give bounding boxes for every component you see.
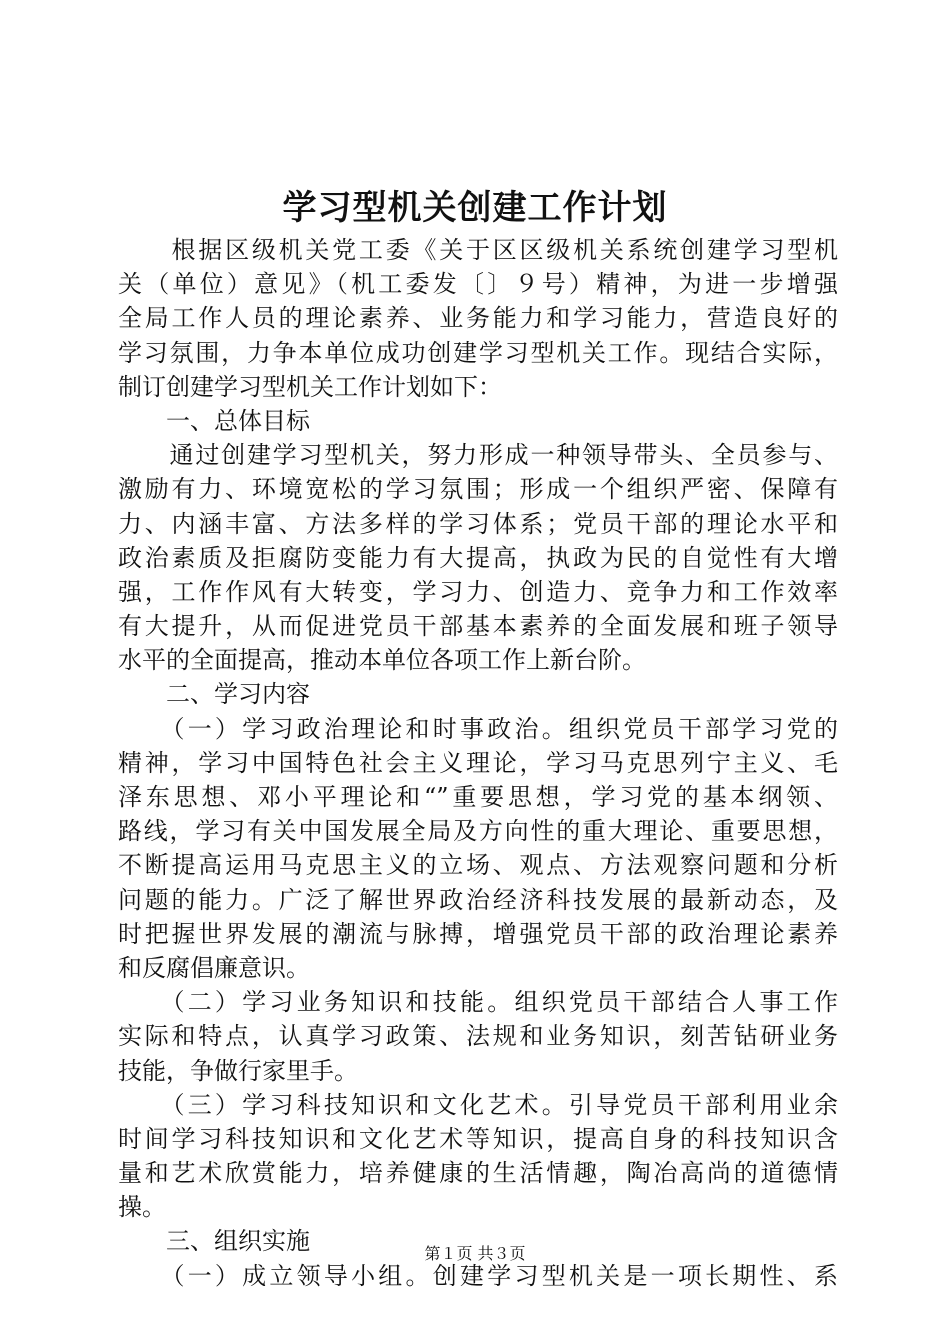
text-line: （三）学习科技知识和文化艺术。引导党员干部利用业余	[118, 1090, 838, 1119]
text-line: 技能，争做行家里手。	[118, 1056, 358, 1085]
text-line: 有大提升，从而促进党员干部基本素养的全面发展和班子领导	[118, 612, 838, 641]
text-line: 不断提高运用马克思主义的立场、观点、方法观察问题和分析	[118, 851, 838, 880]
text-line: （一）学习政治理论和时事政治。组织党员干部学习党的	[118, 714, 838, 743]
text-line: 时把握世界发展的潮流与脉搏，增强党员干部的政治理论素养	[118, 919, 838, 948]
text-line: 三、组织实施	[118, 1227, 310, 1256]
text-line: 路线，学习有关中国发展全局及方向性的重大理论、重要思想，	[118, 817, 838, 846]
document-body	[118, 233, 838, 1293]
text-line: 和反腐倡廉意识。	[118, 953, 310, 982]
text-line: 关（单位）意见》（机工委发〔〕９号）精神，为进一步增强	[118, 270, 838, 299]
text-line: 通过创建学习型机关，努力形成一种领导带头、全员参与、	[118, 441, 838, 470]
text-line: 全局工作人员的理论素养、业务能力和学习能力，营造良好的	[118, 304, 838, 333]
text-line: 力、内涵丰富、方法多样的学习体系；党员干部的理论水平和	[118, 509, 838, 538]
text-line: 时间学习科技知识和文化艺术等知识，提高自身的科技知识含	[118, 1124, 838, 1153]
text-line: 一、总体目标	[118, 406, 310, 435]
text-line: 制订创建学习型机关工作计划如下：	[118, 372, 502, 401]
text-line: 问题的能力。广泛了解世界政治经济科技发展的最新动态，及	[118, 885, 838, 914]
text-line: 二、学习内容	[118, 680, 310, 709]
text-line: 实际和特点，认真学习政策、法规和业务知识，刻苦钻研业务	[118, 1022, 838, 1051]
text-line: 根据区级机关党工委《关于区区级机关系统创建学习型机	[118, 236, 838, 264]
text-line: 泽东思想、邓小平理论和“”重要思想，学习党的基本纲领、	[118, 783, 838, 811]
text-line: 学习氛围，力争本单位成功创建学习型机关工作。现结合实际，	[118, 338, 838, 367]
text-line: （一）成立领导小组。创建学习型机关是一项长期性、系	[118, 1261, 838, 1290]
page-footer: 第１页 共３页	[424, 1244, 526, 1263]
text-line: 精神，学习中国特色社会主义理论，学习马克思列宁主义、毛	[118, 748, 838, 777]
text-line: 操。	[118, 1193, 166, 1222]
text-line: 政治素质及拒腐防变能力有大提高，执政为民的自觉性有大增	[118, 543, 838, 572]
text-line: （二）学习业务知识和技能。组织党员干部结合人事工作	[118, 988, 838, 1017]
text-line: 强，工作作风有大转变，学习力、创造力、竞争力和工作效率	[118, 577, 838, 606]
text-line: 水平的全面提高，推动本单位各项工作上新台阶。	[118, 646, 646, 675]
text-line: 量和艺术欣赏能力，培养健康的生活情趣，陶冶高尚的道德情	[118, 1159, 838, 1188]
text-line: 激励有力、环境宽松的学习氛围；形成一个组织严密、保障有	[118, 475, 838, 504]
document-title: 学习型机关创建工作计划	[282, 188, 668, 228]
